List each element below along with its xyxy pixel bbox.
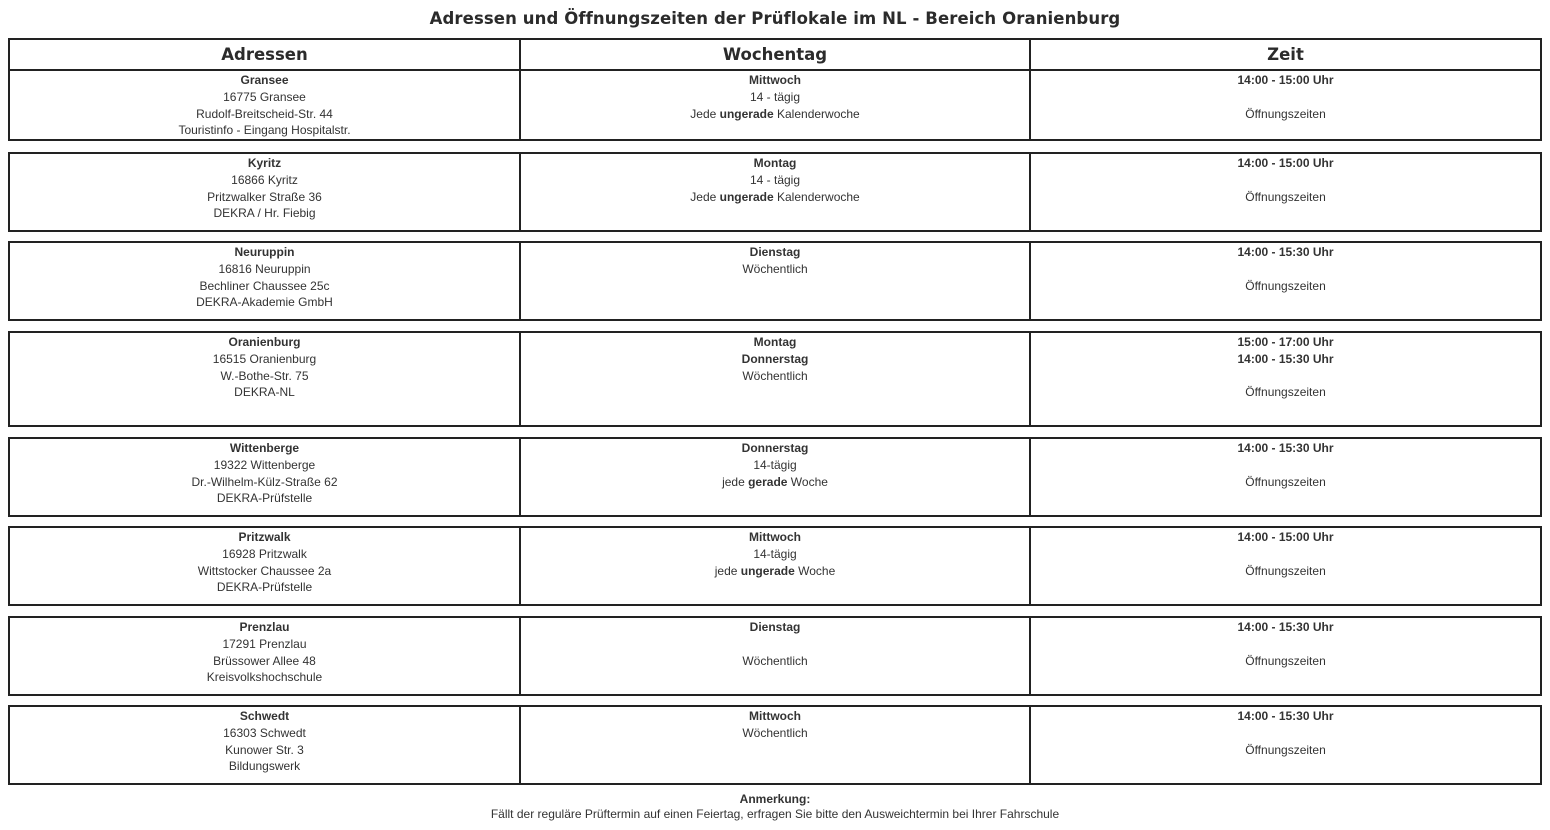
- table-row: [9, 153, 1541, 231]
- city-name: Kyritz: [247, 156, 282, 170]
- zip-city: 16515 Oranienburg: [212, 351, 317, 366]
- address-cell: [9, 242, 520, 320]
- weekday: Montag: [753, 156, 797, 170]
- address-cell: [9, 617, 520, 695]
- address-cell: [9, 527, 520, 605]
- time-range: 14:00 - 15:30 Uhr: [1237, 441, 1334, 455]
- week-parity: Jede ungerade Kalenderwoche: [690, 189, 860, 204]
- weekday: Mittwoch: [749, 73, 801, 87]
- time-cell: [1030, 706, 1541, 784]
- weekday-cell: [520, 527, 1030, 605]
- time-range: 14:00 - 15:00 Uhr: [1237, 156, 1334, 170]
- weekday: Dienstag: [749, 245, 801, 259]
- page-title: Adressen und Öffnungszeiten der Prüflokale im NL - Bereich Oranienburg: [429, 9, 1121, 28]
- week-parity: Jede ungerade Kalenderwoche: [690, 106, 860, 121]
- col-header-address: Adressen: [9, 39, 520, 70]
- table-row: [9, 242, 1541, 320]
- table-row: [9, 438, 1541, 516]
- city-name: Gransee: [240, 73, 289, 87]
- footnote-heading: Anmerkung:: [739, 792, 811, 806]
- hours-label: Öffnungszeiten: [1245, 385, 1326, 400]
- location-table: [8, 331, 1542, 427]
- time-cell: [1030, 153, 1541, 231]
- footnote-text: Fällt der reguläre Prüftermin auf einen Feiertag, erfragen Sie bitte den Ausweichtermin bei Ihrer Fahrschule: [490, 807, 1060, 821]
- address-cell: [9, 438, 520, 516]
- zip-city: 17291 Prenzlau: [222, 636, 307, 651]
- street: Brüssower Allee 48: [213, 653, 316, 668]
- time-range: 14:00 - 15:30 Uhr: [1237, 620, 1334, 634]
- street: Wittstocker Chaussee 2a: [197, 563, 332, 578]
- location-table: [8, 437, 1542, 517]
- location-extra: DEKRA-Akademie GmbH: [196, 295, 333, 310]
- city-name: Pritzwalk: [238, 530, 291, 544]
- week-parity: jede ungerade Woche: [714, 563, 836, 578]
- weekday-cell: [520, 438, 1030, 516]
- frequency: Wöchentlich: [742, 261, 808, 276]
- table-row: [9, 70, 1541, 140]
- col-header-time: Zeit: [1030, 39, 1541, 70]
- weekday-second: Donnerstag: [741, 351, 809, 366]
- weekday-cell: [520, 70, 1030, 140]
- location-extra: Bildungswerk: [228, 759, 301, 774]
- header-row: [9, 39, 1541, 70]
- location-extra: Kreisvolkshochschule: [206, 670, 323, 685]
- city-name: Neuruppin: [234, 245, 295, 259]
- location-extra: DEKRA-Prüfstelle: [216, 580, 313, 595]
- frequency: Wöchentlich: [742, 725, 808, 740]
- time-cell: [1030, 438, 1541, 516]
- time-range: 14:00 - 15:30 Uhr: [1237, 245, 1334, 259]
- hours-label: Öffnungszeiten: [1245, 189, 1326, 204]
- footnote: [0, 792, 1550, 822]
- frequency: Wöchentlich: [742, 653, 808, 668]
- frequency: 14 - tägig: [749, 172, 801, 187]
- address-cell: [9, 153, 520, 231]
- street: Kunower Str. 3: [225, 742, 304, 757]
- weekday: Donnerstag: [741, 441, 809, 455]
- hours-label: Öffnungszeiten: [1245, 106, 1326, 121]
- weekday: Mittwoch: [749, 709, 801, 723]
- table-row: [9, 706, 1541, 784]
- weekday-cell: [520, 332, 1030, 426]
- weekday: Montag: [753, 335, 797, 349]
- location-extra: DEKRA / Hr. Fiebig: [213, 206, 316, 221]
- weekday: Dienstag: [749, 620, 801, 634]
- location-extra: DEKRA-NL: [234, 385, 295, 400]
- location-table: [8, 616, 1542, 696]
- location-table: [8, 241, 1542, 321]
- zip-city: 16775 Gransee: [223, 89, 306, 104]
- time-cell: [1030, 70, 1541, 140]
- street: W.-Bothe-Str. 75: [220, 368, 309, 383]
- location-table: [8, 705, 1542, 785]
- weekday-cell: [520, 706, 1030, 784]
- city-name: Wittenberge: [229, 441, 300, 455]
- city-name: Schwedt: [239, 709, 290, 723]
- time-range: 14:00 - 15:00 Uhr: [1237, 530, 1334, 544]
- address-cell: [9, 70, 520, 140]
- time-range: 15:00 - 17:00 Uhr: [1237, 335, 1334, 349]
- table-row: [9, 527, 1541, 605]
- address-cell: [9, 706, 520, 784]
- location-extra: DEKRA-Prüfstelle: [216, 491, 313, 506]
- street: Bechliner Chaussee 25c: [199, 278, 330, 293]
- time-cell: [1030, 527, 1541, 605]
- street: Rudolf-Breitscheid-Str. 44: [196, 106, 333, 121]
- week-parity: jede gerade Woche: [722, 474, 828, 489]
- hours-label: Öffnungszeiten: [1245, 278, 1326, 293]
- table-row: [9, 332, 1541, 426]
- zip-city: 16866 Kyritz: [231, 172, 298, 187]
- zip-city: 16928 Pritzwalk: [222, 546, 307, 561]
- col-header-weekday: Wochentag: [520, 39, 1030, 70]
- street: Dr.-Wilhelm-Külz-Straße 62: [191, 474, 338, 489]
- time-cell: [1030, 617, 1541, 695]
- location-table: [8, 152, 1542, 232]
- frequency: 14-tägig: [753, 457, 797, 472]
- time-range: 14:00 - 15:00 Uhr: [1237, 73, 1334, 87]
- zip-city: 16303 Schwedt: [223, 725, 306, 740]
- time-cell: [1030, 242, 1541, 320]
- street: Pritzwalker Straße 36: [207, 189, 322, 204]
- location-table: [8, 526, 1542, 606]
- header-table: [8, 38, 1542, 141]
- weekday-cell: [520, 153, 1030, 231]
- zip-city: 16816 Neuruppin: [218, 261, 311, 276]
- zip-city: 19322 Wittenberge: [213, 457, 316, 472]
- time-range: 14:00 - 15:30 Uhr: [1237, 709, 1334, 723]
- weekday: Mittwoch: [749, 530, 801, 544]
- frequency: 14-tägig: [753, 546, 797, 561]
- hours-label: Öffnungszeiten: [1245, 563, 1326, 578]
- weekday-cell: [520, 617, 1030, 695]
- frequency: Wöchentlich: [742, 368, 808, 383]
- hours-label: Öffnungszeiten: [1245, 742, 1326, 757]
- city-name: Oranienburg: [228, 335, 301, 349]
- frequency: 14 - tägig: [749, 89, 801, 104]
- weekday-cell: [520, 242, 1030, 320]
- hours-label: Öffnungszeiten: [1245, 474, 1326, 489]
- table-row: [9, 617, 1541, 695]
- hours-label: Öffnungszeiten: [1245, 653, 1326, 668]
- time-cell: [1030, 332, 1541, 426]
- location-extra: Touristinfo - Eingang Hospitalstr.: [178, 123, 351, 138]
- city-name: Prenzlau: [239, 620, 290, 634]
- time-range-second: 14:00 - 15:30 Uhr: [1237, 351, 1334, 366]
- address-cell: [9, 332, 520, 426]
